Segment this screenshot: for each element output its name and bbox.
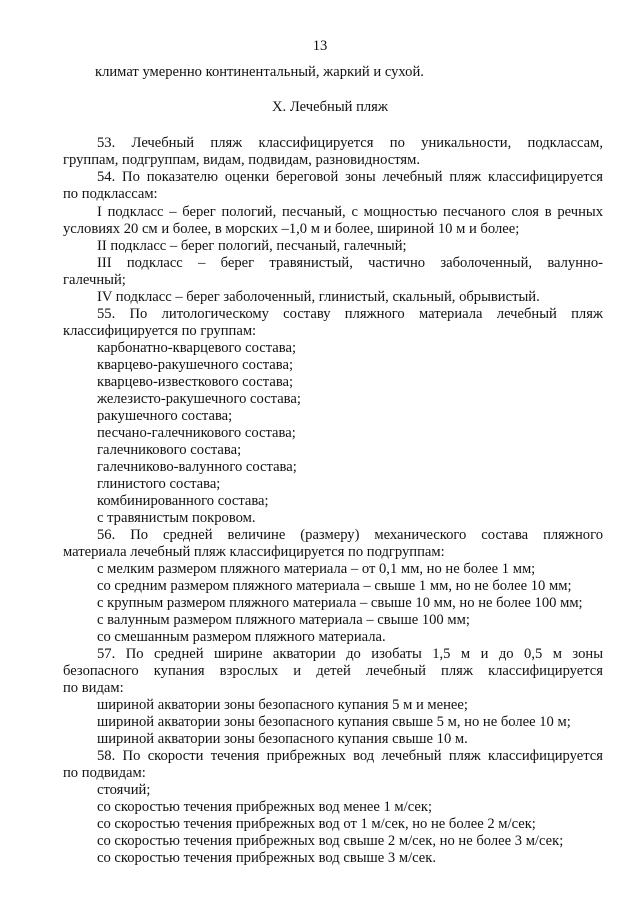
subgroup-item: со смешанным размером пляжного материала. — [97, 629, 386, 645]
para-56-line-2: материала лечебный пляж классифицируется по подгруппам: — [63, 544, 445, 560]
para-54-line-1: 54. По показателю оценки береговой зоны лечебный пляж классифицируется — [97, 169, 603, 185]
para-56-line-1: 56. По средней величине (размеру) механического состава пляжного — [97, 527, 603, 543]
para-57-line-2: безопасного купания взрослых и детей лечебный пляж классифицируется — [63, 663, 603, 679]
subkind-item: со скоростью течения прибрежных вод от 1 м/сек, но не более 2 м/сек; — [97, 816, 536, 832]
group-item: железисто-ракушечного состава; — [97, 391, 301, 407]
group-item: галечниково-валунного состава; — [97, 459, 297, 475]
group-item: галечникового состава; — [97, 442, 242, 458]
kind-item: шириной акватории зоны безопасного купания свыше 10 м. — [97, 731, 468, 747]
subclass-item: галечный; — [63, 272, 126, 288]
subkind-item: со скоростью течения прибрежных вод свыше 3 м/сек. — [97, 850, 436, 866]
subclass-item: II подкласс – берег пологий, песчаный, галечный; — [97, 238, 407, 254]
intro-line: климат умеренно континентальный, жаркий и сухой. — [95, 64, 424, 80]
subclass-item: I подкласс – берег пологий, песчаный, с мощностью песчаного слоя в речных — [97, 204, 603, 220]
subclass-item: III подкласс – берег травянистый, частично заболоченный, валунно- — [97, 255, 603, 271]
subclass-item: IV подкласс – берег заболоченный, глинистый, скальный, обрывистый. — [97, 289, 540, 305]
subgroup-item: с мелким размером пляжного материала – от 0,1 мм, но не более 1 мм; — [97, 561, 536, 577]
group-item: карбонатно-кварцевого состава; — [97, 340, 297, 356]
section-heading: X. Лечебный пляж — [272, 99, 388, 115]
group-item: кварцево-известкового состава; — [97, 374, 294, 390]
page-number: 13 — [312, 38, 328, 54]
group-item: глинистого состава; — [97, 476, 221, 492]
subclass-item: условиях 20 см и более, в морских –1,0 м и более, шириной 10 м и более; — [63, 221, 520, 237]
subgroup-item: со средним размером пляжного материала – свыше 1 мм, но не более 10 мм; — [97, 578, 572, 594]
para-54-line-2: по подклассам: — [63, 186, 158, 202]
para-58-line-1: 58. По скорости течения прибрежных вод лечебный пляж классифицируется — [97, 748, 603, 764]
para-53-line-1: 53. Лечебный пляж классифицируется по уникальности, подклассам, — [97, 135, 603, 151]
para-58-line-2: по подвидам: — [63, 765, 146, 781]
subkind-item: со скоростью течения прибрежных вод менее 1 м/сек; — [97, 799, 432, 815]
para-55-line-2: классифицируется по группам: — [63, 323, 257, 339]
subkind-item: стоячий; — [97, 782, 151, 798]
group-item: комбинированного состава; — [97, 493, 269, 509]
para-55-line-1: 55. По литологическому составу пляжного материала лечебный пляж — [97, 306, 603, 322]
subgroup-item: с крупным размером пляжного материала – свыше 10 мм, но не более 100 мм; — [97, 595, 583, 611]
para-57-line-1: 57. По средней ширине акватории до изобаты 1,5 м и до 0,5 м зоны — [97, 646, 603, 662]
group-item: с травянистым покровом. — [97, 510, 256, 526]
group-item: песчано-галечникового состава; — [97, 425, 296, 441]
kind-item: шириной акватории зоны безопасного купания свыше 5 м, но не более 10 м; — [97, 714, 571, 730]
para-57-line-3: по видам: — [63, 680, 124, 696]
group-item: ракушечного состава; — [97, 408, 233, 424]
group-item: кварцево-ракушечного состава; — [97, 357, 293, 373]
subkind-item: со скоростью течения прибрежных вод свыше 2 м/сек, но не более 3 м/сек; — [97, 833, 564, 849]
para-53-line-2: группам, подгруппам, видам, подвидам, разновидностям. — [63, 152, 421, 168]
subgroup-item: с валунным размером пляжного материала – свыше 100 мм; — [97, 612, 470, 628]
kind-item: шириной акватории зоны безопасного купания 5 м и менее; — [97, 697, 468, 713]
